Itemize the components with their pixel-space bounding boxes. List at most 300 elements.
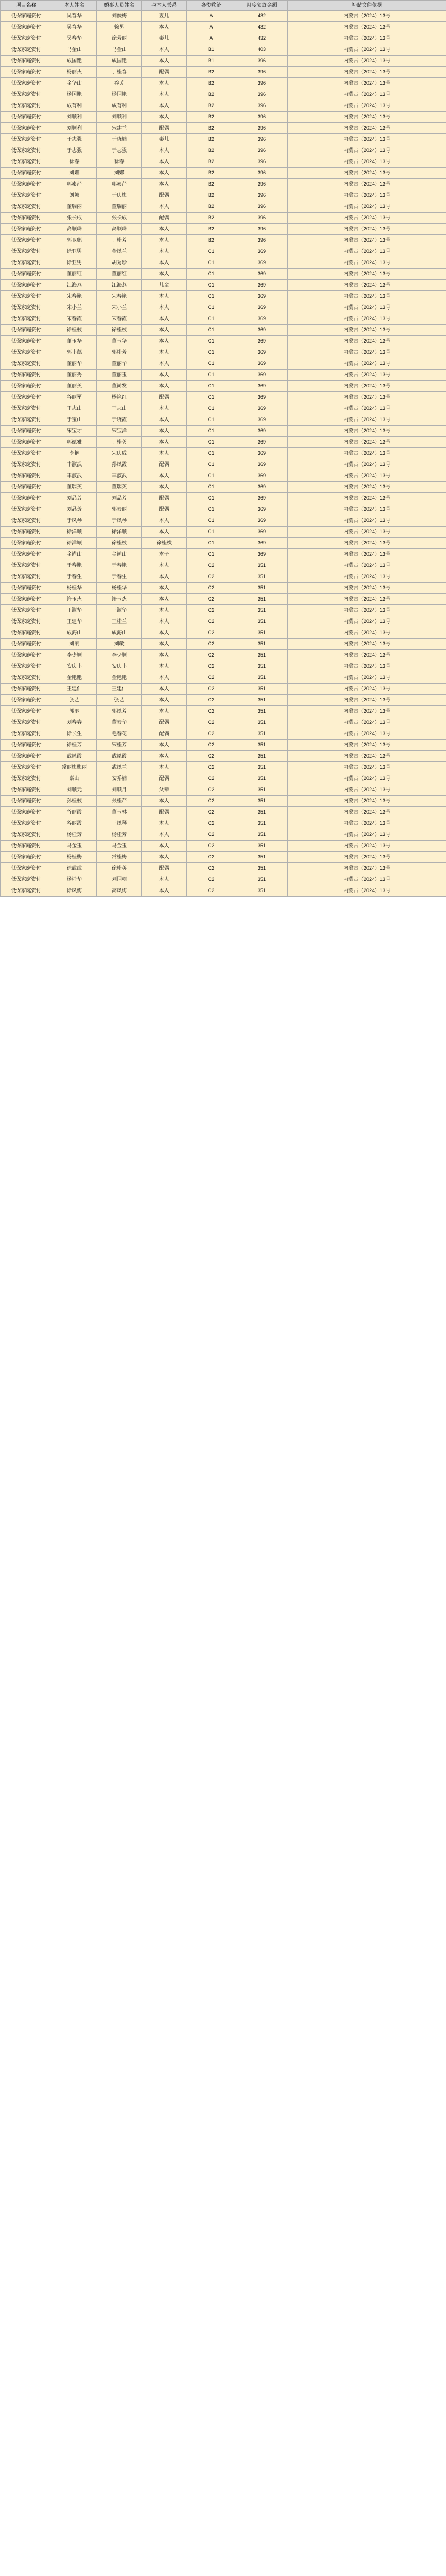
- cell-project[interactable]: 低保家庭资付: [1, 44, 52, 56]
- table-row[interactable]: [1, 381, 446, 392]
- cell-type[interactable]: C1: [187, 470, 236, 482]
- cell-name[interactable]: 吴春华: [52, 22, 97, 33]
- table-row[interactable]: [1, 134, 446, 145]
- cell-name[interactable]: 成国艳: [52, 56, 97, 67]
- cell-project[interactable]: 低保家庭资付: [1, 504, 52, 515]
- cell-name[interactable]: 武凤霞: [52, 751, 97, 762]
- cell-member[interactable]: 郭素丽: [97, 504, 142, 515]
- cell-name[interactable]: 刘娜: [52, 168, 97, 179]
- table-row[interactable]: [1, 100, 446, 112]
- table-row[interactable]: [1, 560, 446, 571]
- cell-name[interactable]: 徐长生: [52, 728, 97, 740]
- cell-document[interactable]: 内蒙古（2024）13号: [288, 89, 446, 100]
- cell-project[interactable]: 低保家庭资付: [1, 11, 52, 22]
- cell-member[interactable]: 毛春花: [97, 728, 142, 740]
- cell-relation[interactable]: 本人: [142, 594, 187, 605]
- cell-type[interactable]: B2: [187, 67, 236, 78]
- cell-document[interactable]: 内蒙古（2024）13号: [288, 818, 446, 829]
- cell-member[interactable]: 安庆丰: [97, 661, 142, 672]
- cell-document[interactable]: 内蒙古（2024）13号: [288, 67, 446, 78]
- cell-document[interactable]: 内蒙古（2024）13号: [288, 796, 446, 807]
- cell-type[interactable]: C1: [187, 302, 236, 313]
- cell-amount[interactable]: 369: [236, 325, 288, 336]
- cell-amount[interactable]: 432: [236, 33, 288, 44]
- cell-amount[interactable]: 396: [236, 235, 288, 246]
- cell-member[interactable]: 金尚山: [97, 549, 142, 560]
- cell-relation[interactable]: 本人: [142, 269, 187, 280]
- cell-project[interactable]: 低保家庭资付: [1, 224, 52, 235]
- cell-document[interactable]: 内蒙古（2024）13号: [288, 740, 446, 751]
- cell-relation[interactable]: 本人: [142, 841, 187, 852]
- cell-amount[interactable]: 396: [236, 156, 288, 168]
- cell-relation[interactable]: 本人: [142, 179, 187, 190]
- cell-name[interactable]: 郭丰德: [52, 347, 97, 358]
- cell-type[interactable]: C1: [187, 291, 236, 302]
- cell-amount[interactable]: 403: [236, 44, 288, 56]
- cell-amount[interactable]: 351: [236, 605, 288, 616]
- cell-relation[interactable]: 本人: [142, 426, 187, 437]
- cell-amount[interactable]: 396: [236, 134, 288, 145]
- cell-member[interactable]: 刘顺利: [97, 112, 142, 123]
- cell-member[interactable]: 徐芳丽: [97, 33, 142, 44]
- cell-name[interactable]: 郭丽: [52, 706, 97, 717]
- cell-name[interactable]: 孙桂枝: [52, 796, 97, 807]
- cell-amount[interactable]: 351: [236, 639, 288, 650]
- cell-project[interactable]: 低保家庭资付: [1, 403, 52, 414]
- cell-name[interactable]: 王建华: [52, 616, 97, 627]
- cell-amount[interactable]: 369: [236, 257, 288, 269]
- cell-member[interactable]: 郭凤芳: [97, 706, 142, 717]
- cell-project[interactable]: 低保家庭资付: [1, 470, 52, 482]
- cell-name[interactable]: 嘉山: [52, 773, 97, 784]
- cell-member[interactable]: 于志强: [97, 145, 142, 156]
- cell-member[interactable]: 于春艳: [97, 560, 142, 571]
- cell-type[interactable]: B2: [187, 224, 236, 235]
- table-row[interactable]: [1, 807, 446, 818]
- cell-relation[interactable]: 本人: [142, 684, 187, 695]
- cell-name[interactable]: 金艳艳: [52, 672, 97, 684]
- cell-member[interactable]: 王凤琴: [97, 818, 142, 829]
- cell-relation[interactable]: 本人: [142, 885, 187, 897]
- cell-member[interactable]: 董玉林: [97, 807, 142, 818]
- cell-relation[interactable]: 本人: [142, 336, 187, 347]
- cell-relation[interactable]: 本人: [142, 571, 187, 583]
- cell-type[interactable]: B2: [187, 179, 236, 190]
- cell-member[interactable]: 宋庆成: [97, 448, 142, 459]
- cell-member[interactable]: 徐桂枝: [97, 538, 142, 549]
- cell-relation[interactable]: 本人: [142, 448, 187, 459]
- cell-amount[interactable]: 369: [236, 470, 288, 482]
- cell-project[interactable]: 低保家庭资付: [1, 751, 52, 762]
- cell-member[interactable]: 董瑞丽: [97, 201, 142, 213]
- table-row[interactable]: [1, 504, 446, 515]
- cell-relation[interactable]: 本人: [142, 201, 187, 213]
- table-row[interactable]: [1, 437, 446, 448]
- cell-type[interactable]: C2: [187, 605, 236, 616]
- cell-member[interactable]: 丁桂春: [97, 67, 142, 78]
- cell-type[interactable]: C2: [187, 740, 236, 751]
- cell-type[interactable]: C1: [187, 392, 236, 403]
- cell-name[interactable]: 徐凤梅: [52, 885, 97, 897]
- cell-name[interactable]: 刘顺利: [52, 123, 97, 134]
- cell-member[interactable]: 马金玉: [97, 841, 142, 852]
- cell-name[interactable]: 谷丽霞: [52, 818, 97, 829]
- cell-amount[interactable]: 369: [236, 269, 288, 280]
- cell-name[interactable]: 成有利: [52, 100, 97, 112]
- table-row[interactable]: [1, 78, 446, 89]
- cell-type[interactable]: C2: [187, 594, 236, 605]
- cell-document[interactable]: 内蒙古（2024）13号: [288, 213, 446, 224]
- table-row[interactable]: [1, 426, 446, 437]
- table-row[interactable]: [1, 784, 446, 796]
- table-row[interactable]: [1, 728, 446, 740]
- table-row[interactable]: [1, 44, 446, 56]
- cell-type[interactable]: C1: [187, 448, 236, 459]
- cell-document[interactable]: 内蒙古（2024）13号: [288, 269, 446, 280]
- cell-type[interactable]: C2: [187, 650, 236, 661]
- cell-amount[interactable]: 396: [236, 201, 288, 213]
- cell-amount[interactable]: 396: [236, 89, 288, 100]
- cell-project[interactable]: 低保家庭资付: [1, 482, 52, 493]
- cell-type[interactable]: C2: [187, 571, 236, 583]
- cell-type[interactable]: A: [187, 11, 236, 22]
- table-row[interactable]: [1, 358, 446, 370]
- cell-document[interactable]: 内蒙古（2024）13号: [288, 829, 446, 841]
- cell-document[interactable]: 内蒙古（2024）13号: [288, 280, 446, 291]
- table-row[interactable]: [1, 291, 446, 302]
- table-row[interactable]: [1, 347, 446, 358]
- cell-amount[interactable]: 351: [236, 751, 288, 762]
- table-row[interactable]: [1, 829, 446, 841]
- table-row[interactable]: [1, 627, 446, 639]
- cell-name[interactable]: 杨桂华: [52, 583, 97, 594]
- cell-name[interactable]: 杨丽杰: [52, 67, 97, 78]
- cell-project[interactable]: 低保家庭资付: [1, 392, 52, 403]
- cell-member[interactable]: 高凤梅: [97, 885, 142, 897]
- cell-name[interactable]: 成海山: [52, 627, 97, 639]
- table-row[interactable]: [1, 336, 446, 347]
- cell-relation[interactable]: 本人: [142, 112, 187, 123]
- cell-name[interactable]: 于志强: [52, 145, 97, 156]
- cell-member[interactable]: 丁桂芳: [97, 235, 142, 246]
- cell-relation[interactable]: 父辈: [142, 784, 187, 796]
- cell-relation[interactable]: 本人: [142, 852, 187, 863]
- cell-member[interactable]: 宋小兰: [97, 302, 142, 313]
- cell-type[interactable]: A: [187, 22, 236, 33]
- cell-amount[interactable]: 369: [236, 538, 288, 549]
- cell-name[interactable]: 丰淑武: [52, 459, 97, 470]
- cell-amount[interactable]: 369: [236, 392, 288, 403]
- cell-member[interactable]: 宋春霞: [97, 313, 142, 325]
- cell-amount[interactable]: 369: [236, 426, 288, 437]
- table-row[interactable]: [1, 818, 446, 829]
- cell-member[interactable]: 杨桂华: [97, 583, 142, 594]
- cell-name[interactable]: 江海燕: [52, 280, 97, 291]
- cell-relation[interactable]: 本人: [142, 740, 187, 751]
- cell-relation[interactable]: 本人: [142, 482, 187, 493]
- cell-project[interactable]: 低保家庭资付: [1, 145, 52, 156]
- cell-amount[interactable]: 369: [236, 504, 288, 515]
- cell-relation[interactable]: 本人: [142, 527, 187, 538]
- cell-amount[interactable]: 351: [236, 852, 288, 863]
- cell-relation[interactable]: 配偶: [142, 717, 187, 728]
- cell-amount[interactable]: 396: [236, 145, 288, 156]
- cell-project[interactable]: 低保家庭资付: [1, 538, 52, 549]
- cell-document[interactable]: 内蒙古（2024）13号: [288, 672, 446, 684]
- cell-name[interactable]: 徐桂芳: [52, 740, 97, 751]
- cell-document[interactable]: 内蒙古（2024）13号: [288, 448, 446, 459]
- cell-type[interactable]: C2: [187, 841, 236, 852]
- cell-member[interactable]: 常桂梅: [97, 852, 142, 863]
- cell-member[interactable]: 武凤霞: [97, 751, 142, 762]
- table-row[interactable]: [1, 67, 446, 78]
- cell-amount[interactable]: 351: [236, 717, 288, 728]
- cell-member[interactable]: 徐桂枝: [97, 325, 142, 336]
- cell-relation[interactable]: 本人: [142, 818, 187, 829]
- cell-type[interactable]: C2: [187, 863, 236, 874]
- table-row[interactable]: [1, 313, 446, 325]
- cell-amount[interactable]: 369: [236, 381, 288, 392]
- cell-project[interactable]: 低保家庭资付: [1, 605, 52, 616]
- cell-type[interactable]: C1: [187, 493, 236, 504]
- cell-project[interactable]: 低保家庭资付: [1, 784, 52, 796]
- cell-amount[interactable]: 351: [236, 560, 288, 571]
- cell-document[interactable]: 内蒙古（2024）13号: [288, 482, 446, 493]
- cell-document[interactable]: 内蒙古（2024）13号: [288, 583, 446, 594]
- cell-document[interactable]: 内蒙古（2024）13号: [288, 515, 446, 527]
- cell-amount[interactable]: 351: [236, 740, 288, 751]
- table-row[interactable]: [1, 885, 446, 897]
- cell-document[interactable]: 内蒙古（2024）13号: [288, 246, 446, 257]
- table-row[interactable]: [1, 639, 446, 650]
- cell-project[interactable]: 低保家庭资付: [1, 134, 52, 145]
- cell-member[interactable]: 金艳艳: [97, 672, 142, 684]
- cell-relation[interactable]: 本人: [142, 616, 187, 627]
- cell-type[interactable]: C1: [187, 358, 236, 370]
- cell-project[interactable]: 低保家庭资付: [1, 201, 52, 213]
- cell-relation[interactable]: 妻儿: [142, 134, 187, 145]
- cell-name[interactable]: 杨国艳: [52, 89, 97, 100]
- cell-type[interactable]: C1: [187, 246, 236, 257]
- cell-document[interactable]: 内蒙古（2024）13号: [288, 459, 446, 470]
- cell-member[interactable]: 董丽红: [97, 269, 142, 280]
- table-row[interactable]: [1, 515, 446, 527]
- table-row[interactable]: [1, 235, 446, 246]
- cell-member[interactable]: 刘顺月: [97, 784, 142, 796]
- cell-type[interactable]: C1: [187, 414, 236, 426]
- cell-member[interactable]: 宋宝洋: [97, 426, 142, 437]
- cell-document[interactable]: 内蒙古（2024）13号: [288, 123, 446, 134]
- cell-type[interactable]: C1: [187, 257, 236, 269]
- cell-type[interactable]: C2: [187, 672, 236, 684]
- cell-project[interactable]: 低保家庭资付: [1, 426, 52, 437]
- cell-member[interactable]: 董素华: [97, 717, 142, 728]
- cell-relation[interactable]: 本人: [142, 829, 187, 841]
- table-row[interactable]: [1, 695, 446, 706]
- cell-type[interactable]: C2: [187, 728, 236, 740]
- cell-name[interactable]: 刘春春: [52, 717, 97, 728]
- cell-relation[interactable]: 配偶: [142, 773, 187, 784]
- cell-member[interactable]: 许玉杰: [97, 594, 142, 605]
- cell-relation[interactable]: 妻儿: [142, 33, 187, 44]
- cell-member[interactable]: 安乔楠: [97, 773, 142, 784]
- cell-project[interactable]: 低保家庭资付: [1, 291, 52, 302]
- cell-document[interactable]: 内蒙古（2024）13号: [288, 594, 446, 605]
- cell-relation[interactable]: 配偶: [142, 190, 187, 201]
- cell-amount[interactable]: 369: [236, 291, 288, 302]
- cell-amount[interactable]: 369: [236, 246, 288, 257]
- cell-amount[interactable]: 369: [236, 482, 288, 493]
- cell-document[interactable]: 内蒙古（2024）13号: [288, 381, 446, 392]
- cell-type[interactable]: C2: [187, 661, 236, 672]
- cell-project[interactable]: 低保家庭资付: [1, 594, 52, 605]
- cell-relation[interactable]: 本人: [142, 381, 187, 392]
- table-row[interactable]: [1, 168, 446, 179]
- table-row[interactable]: [1, 706, 446, 717]
- cell-relation[interactable]: 本人: [142, 100, 187, 112]
- cell-relation[interactable]: 本人: [142, 56, 187, 67]
- cell-document[interactable]: 内蒙古（2024）13号: [288, 392, 446, 403]
- cell-project[interactable]: 低保家庭资付: [1, 627, 52, 639]
- cell-document[interactable]: 内蒙古（2024）13号: [288, 762, 446, 773]
- cell-amount[interactable]: 351: [236, 773, 288, 784]
- cell-relation[interactable]: 本人: [142, 347, 187, 358]
- cell-type[interactable]: C2: [187, 627, 236, 639]
- table-row[interactable]: [1, 717, 446, 728]
- cell-amount[interactable]: 351: [236, 661, 288, 672]
- cell-document[interactable]: 内蒙古（2024）13号: [288, 493, 446, 504]
- cell-relation[interactable]: 本人: [142, 874, 187, 885]
- cell-document[interactable]: 内蒙古（2024）13号: [288, 11, 446, 22]
- cell-project[interactable]: 低保家庭资付: [1, 684, 52, 695]
- cell-member[interactable]: 刘娜: [97, 168, 142, 179]
- cell-type[interactable]: B2: [187, 156, 236, 168]
- cell-amount[interactable]: 369: [236, 403, 288, 414]
- cell-project[interactable]: 低保家庭资付: [1, 370, 52, 381]
- cell-name[interactable]: 王志山: [52, 403, 97, 414]
- cell-amount[interactable]: 351: [236, 863, 288, 874]
- cell-name[interactable]: 郭卫彪: [52, 235, 97, 246]
- cell-name[interactable]: 郭素芹: [52, 179, 97, 190]
- cell-name[interactable]: 王淑华: [52, 605, 97, 616]
- cell-document[interactable]: 内蒙古（2024）13号: [288, 56, 446, 67]
- cell-member[interactable]: 杨国艳: [97, 89, 142, 100]
- cell-project[interactable]: 低保家庭资付: [1, 728, 52, 740]
- table-row[interactable]: [1, 605, 446, 616]
- cell-project[interactable]: 低保家庭资付: [1, 818, 52, 829]
- table-row[interactable]: [1, 201, 446, 213]
- cell-relation[interactable]: 本人: [142, 437, 187, 448]
- cell-project[interactable]: 低保家庭资付: [1, 852, 52, 863]
- cell-amount[interactable]: 369: [236, 448, 288, 459]
- cell-relation[interactable]: 本人: [142, 560, 187, 571]
- cell-name[interactable]: 李少顺: [52, 650, 97, 661]
- cell-document[interactable]: 内蒙古（2024）13号: [288, 538, 446, 549]
- cell-project[interactable]: 低保家庭资付: [1, 885, 52, 897]
- cell-type[interactable]: C2: [187, 885, 236, 897]
- cell-name[interactable]: 马金玉: [52, 841, 97, 852]
- cell-member[interactable]: 武凤兰: [97, 762, 142, 773]
- table-row[interactable]: [1, 224, 446, 235]
- cell-type[interactable]: C2: [187, 818, 236, 829]
- cell-project[interactable]: 低保家庭资付: [1, 213, 52, 224]
- cell-amount[interactable]: 369: [236, 280, 288, 291]
- table-row[interactable]: [1, 269, 446, 280]
- table-row[interactable]: [1, 684, 446, 695]
- cell-project[interactable]: 低保家庭资付: [1, 22, 52, 33]
- cell-document[interactable]: 内蒙古（2024）13号: [288, 841, 446, 852]
- cell-type[interactable]: C1: [187, 336, 236, 347]
- cell-type[interactable]: B1: [187, 56, 236, 67]
- cell-amount[interactable]: 351: [236, 706, 288, 717]
- cell-document[interactable]: 内蒙古（2024）13号: [288, 201, 446, 213]
- cell-project[interactable]: 低保家庭资付: [1, 67, 52, 78]
- cell-member[interactable]: 成有利: [97, 100, 142, 112]
- cell-member[interactable]: 董瑞英: [97, 482, 142, 493]
- cell-document[interactable]: 内蒙古（2024）13号: [288, 134, 446, 145]
- cell-member[interactable]: 张长成: [97, 213, 142, 224]
- cell-name[interactable]: 董丽英: [52, 381, 97, 392]
- cell-member[interactable]: 马金山: [97, 44, 142, 56]
- cell-amount[interactable]: 369: [236, 370, 288, 381]
- cell-member[interactable]: 于庆梅: [97, 190, 142, 201]
- cell-name[interactable]: 吴春华: [52, 33, 97, 44]
- cell-name[interactable]: 宋春艳: [52, 291, 97, 302]
- cell-member[interactable]: 杨艳红: [97, 392, 142, 403]
- cell-amount[interactable]: 369: [236, 437, 288, 448]
- cell-name[interactable]: 谷丽军: [52, 392, 97, 403]
- cell-type[interactable]: C2: [187, 560, 236, 571]
- cell-project[interactable]: 低保家庭资付: [1, 33, 52, 44]
- cell-relation[interactable]: 本人: [142, 44, 187, 56]
- table-row[interactable]: [1, 650, 446, 661]
- cell-type[interactable]: C2: [187, 807, 236, 818]
- cell-project[interactable]: 低保家庭资付: [1, 841, 52, 852]
- cell-relation[interactable]: 本人: [142, 605, 187, 616]
- cell-relation[interactable]: 配偶: [142, 807, 187, 818]
- cell-type[interactable]: C1: [187, 426, 236, 437]
- table-row[interactable]: [1, 863, 446, 874]
- cell-project[interactable]: 低保家庭资付: [1, 437, 52, 448]
- cell-type[interactable]: B2: [187, 78, 236, 89]
- cell-type[interactable]: B2: [187, 89, 236, 100]
- table-row[interactable]: [1, 145, 446, 156]
- cell-relation[interactable]: 本人: [142, 145, 187, 156]
- cell-document[interactable]: 内蒙古（2024）13号: [288, 414, 446, 426]
- cell-project[interactable]: 低保家庭资付: [1, 829, 52, 841]
- cell-document[interactable]: 内蒙古（2024）13号: [288, 706, 446, 717]
- cell-member[interactable]: 徐春: [97, 156, 142, 168]
- cell-amount[interactable]: 369: [236, 336, 288, 347]
- cell-relation[interactable]: 配偶: [142, 213, 187, 224]
- cell-project[interactable]: 低保家庭资付: [1, 515, 52, 527]
- cell-relation[interactable]: 本人: [142, 370, 187, 381]
- cell-type[interactable]: C2: [187, 829, 236, 841]
- cell-member[interactable]: 成国艳: [97, 56, 142, 67]
- table-row[interactable]: [1, 89, 446, 100]
- cell-project[interactable]: 低保家庭资付: [1, 414, 52, 426]
- cell-project[interactable]: 低保家庭资付: [1, 762, 52, 773]
- table-row[interactable]: [1, 325, 446, 336]
- cell-name[interactable]: 于凤琴: [52, 515, 97, 527]
- cell-project[interactable]: 低保家庭资付: [1, 325, 52, 336]
- cell-member[interactable]: 李少顺: [97, 650, 142, 661]
- table-row[interactable]: [1, 33, 446, 44]
- cell-name[interactable]: 董丽秀: [52, 370, 97, 381]
- cell-relation[interactable]: 妻儿: [142, 11, 187, 22]
- cell-name[interactable]: 宋春霞: [52, 313, 97, 325]
- cell-document[interactable]: 内蒙古（2024）13号: [288, 751, 446, 762]
